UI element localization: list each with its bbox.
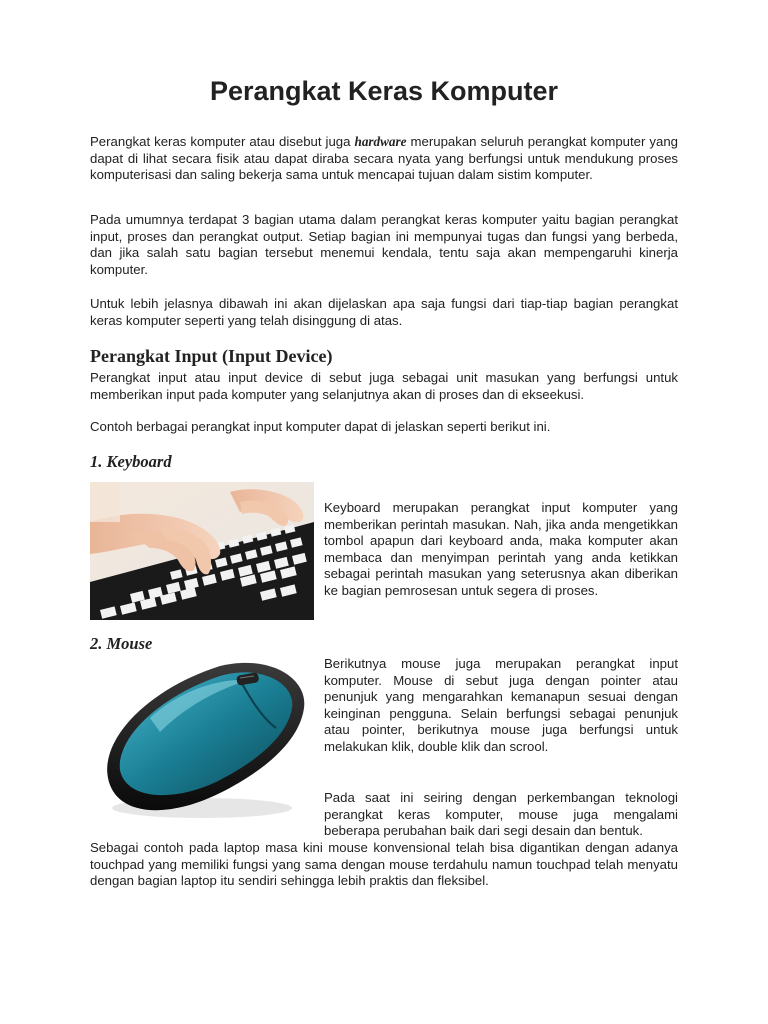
intro-paragraph-3: Untuk lebih jelasnya dibawah ini akan dijelaskan apa saja fungsi dari tiap-tiap bagian perangkat keras komputer seperti yang telah disinggung di atas. xyxy=(90,296,678,328)
input-paragraph-1: Perangkat input atau input device di sebut juga sebagai unit masukan yang berfungsi untuk memberikan input pada komputer yang selanjutnya akan di proses dan di ekseekusi. xyxy=(90,370,678,402)
keyboard-heading: 1. Keyboard xyxy=(90,452,172,471)
intro-paragraph-2: Pada umumnya terdapat 3 bagian utama dalam perangkat keras komputer yaitu bagian perangkat input, proses dan perangkat output. Setiap bagian ini mempunyai tugas dan fungsi yang berbeda, dan jika salah satu bagian tersebut menemui kendala, tentu saja akan mempengaruhi kinerja komputer. xyxy=(90,212,678,277)
mouse-illustration xyxy=(90,658,314,826)
mouse-heading: 2. Mouse xyxy=(90,634,153,653)
mouse-description-2: Pada saat ini seiring dengan perkembangan teknologi perangkat keras komputer, mouse juga mengalami beberapa perubahan baik dari segi desain dan bentuk. xyxy=(324,790,678,839)
mouse-description-3: Sebagai contoh pada laptop masa kini mouse konvensional telah bisa digantikan dengan adanya touchpad yang memiliki fungsi yang sama dengan mouse terdahulu namun touchpad telah menyatu dengan bagian laptop itu sendiri sehingga lebih praktis dan fleksibel. xyxy=(90,840,678,889)
intro-paragraph-1 xyxy=(90,134,678,184)
mouse-description-1: Berikutnya mouse juga merupakan perangkat input komputer. Mouse di sebut juga dengan pointer atau penunjuk yang mengarahkan kemanapun sesuai dengan keinginan pengguna. Selain berfungsi sebagai penunjuk atau pointer, berikutnya mouse juga berfungsi untuk melakukan klik, double klik dan scrool. xyxy=(324,656,678,754)
keyboard-image xyxy=(90,482,314,620)
input-paragraph-2: Contoh berbagai perangkat input komputer dapat di jelaskan seperti berikut ini. xyxy=(90,419,551,434)
intro-text-start: Perangkat keras komputer atau disebut juga xyxy=(90,134,355,149)
page-title: Perangkat Keras Komputer xyxy=(209,76,559,106)
input-section-heading: Perangkat Input (Input Device) xyxy=(90,346,333,366)
intro-text-end: merupakan seluruh perangkat komputer yang dapat di lihat secara fisik atau dapat diraba secara nyata yang berfungsi untuk mendukung proses komputerisasi dan saling bekerja sama untuk mencapai tujuan dalam sistim komputer. xyxy=(90,134,678,183)
keyboard-description: Keyboard merupakan perangkat input komputer yang memberikan perintah masukan. Nah, jika anda mengetikkan tombol apapun dari keyboard anda, maka komputer akan membaca dan menyimpan perintah yang anda ketikkan sebagai perintah masukan yang seterusnya akan diberikan ke bagian pemrosesan untuk segera di proses. xyxy=(324,500,678,598)
hardware-term: hardware xyxy=(354,134,407,149)
mouse-image xyxy=(90,658,314,826)
keyboard-illustration xyxy=(90,482,314,620)
